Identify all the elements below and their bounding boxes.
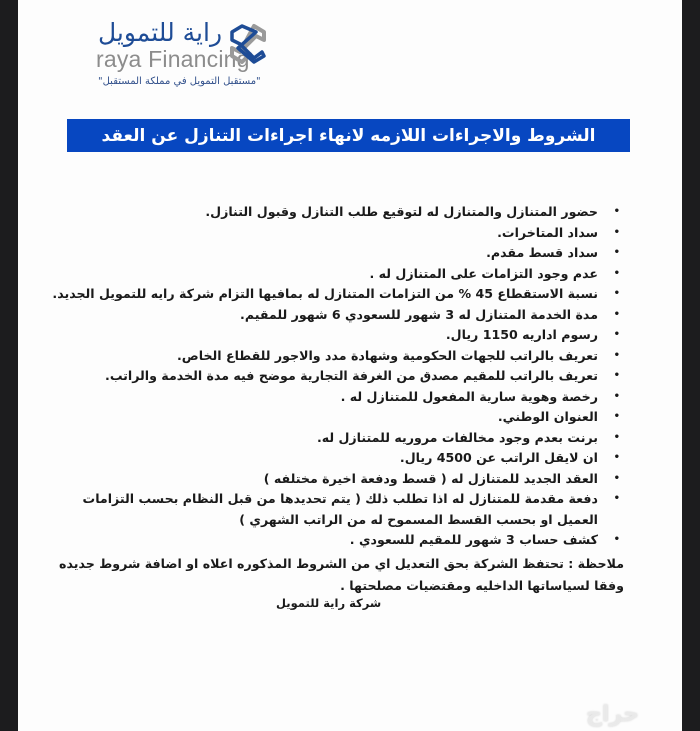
list-item: • ان لايقل الراتب عن 4500 ريال.: [64, 448, 624, 469]
signature: شركة راية للتمويل: [276, 596, 382, 610]
bullet-icon: •: [613, 493, 620, 504]
conditions-list: [52, 202, 624, 551]
list-item: • سداد قسط مقدم.: [64, 243, 624, 264]
bullet-icon: •: [613, 431, 620, 443]
bullet-icon: •: [613, 411, 620, 422]
right-frame-bar: [682, 0, 700, 731]
list-item: • سداد المتاخرات.: [64, 223, 624, 244]
bullet-icon: •: [613, 390, 620, 402]
company-logo: [80, 14, 300, 104]
list-item: • عدم وجود التزامات على المتنازل له .: [64, 264, 624, 285]
bullet-icon: •: [613, 370, 620, 381]
bullet-icon: •: [613, 247, 620, 258]
list-item: • رسوم اداريه 1150 ريال.: [64, 325, 624, 346]
list-item: • نسبة الاستقطاع 45 % من التزامات المتنازل له بمافيها التزام شركة رايه للتمويل الجديد.: [64, 284, 624, 305]
logo-tagline: "مستقبل التمويل في مملكة المستقبل": [98, 76, 261, 87]
list-item: • العقد الجديد للمتنازل له ( قسط ودفعة اخيرة مختلفه ): [64, 469, 624, 490]
haraj-watermark: حراج: [586, 702, 639, 727]
page-title: الشروط والاجراءات اللازمه لانهاء اجراءات التنازل عن العقد: [101, 125, 596, 146]
list-item: • دفعة مقدمة للمتنازل له اذا تطلب ذلك ( يتم تحديدها من قبل النظام بحسب التزامات العميل او بحسب القسط المسموح له من الراتب الشهري ): [82, 491, 620, 527]
list-item: • تعريف بالراتب للجهات الحكومية وشهادة مدد والاجور للقطاع الخاص.: [64, 346, 624, 367]
list-item: • كشف حساب 3 شهور للمقيم للسعودي .: [64, 530, 624, 551]
list-item: • برنت بعدم وجود مخالفات مروريه للمتنازل له.: [64, 428, 624, 449]
title-banner: [67, 119, 630, 152]
logo-arabic-name: راية للتمويل: [98, 18, 223, 47]
note-paragraph: ملاحظة : تحتفظ الشركة بحق التعديل اي من الشروط المذكوره اعلاه او اضافة شروط جديده وفقا لسياساتها الداخليه ومقتضيات مصلحتها .: [59, 556, 624, 593]
left-frame-bar: [0, 0, 18, 731]
bullet-icon: •: [613, 452, 620, 463]
list-item: • تعريف بالراتب للمقيم مصدق من الغرفة التجارية موضح فيه مدة الخدمة والراتب.: [64, 366, 624, 387]
bullet-icon: •: [613, 226, 620, 238]
list-item: • حضور المتنازل والمتنازل له لتوقيع طلب التنازل وقبول التنازل.: [64, 202, 624, 223]
logo-mark-icon: [228, 22, 268, 66]
list-item: • العنوان الوطني.: [64, 407, 624, 428]
bullet-icon: •: [613, 329, 620, 340]
bullet-icon: •: [613, 288, 620, 299]
logo-english-name: raya Financing: [96, 46, 250, 72]
bullet-icon: •: [613, 308, 620, 320]
bullet-icon: •: [613, 472, 620, 484]
list-item: • مدة الخدمة المتنازل له 3 شهور للسعودي 6 شهور للمقيم.: [64, 305, 624, 326]
bullet-icon: •: [613, 206, 620, 217]
bullet-icon: •: [613, 267, 620, 279]
list-item: • رخصة وهوية سارية المفعول للمتنازل له .: [64, 387, 624, 408]
bullet-icon: •: [613, 534, 620, 545]
document-page: [18, 0, 682, 731]
bullet-icon: •: [613, 349, 620, 361]
